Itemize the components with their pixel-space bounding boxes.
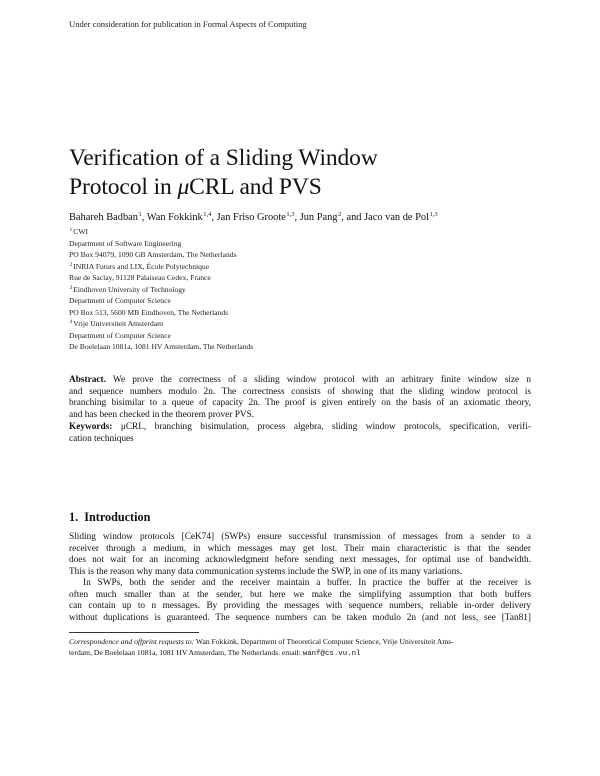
paragraph-line: Sliding window protocols [CeK74] (SWPs) ensure successful transmission of messages from a sender to a <box>69 532 531 542</box>
keywords-label: Keywords: <box>69 422 113 432</box>
abstract <box>69 375 531 421</box>
footnote <box>69 637 531 659</box>
intro-paragraph-1 <box>69 532 531 578</box>
author-separator: , <box>211 212 217 223</box>
affiliation-line <box>69 331 171 340</box>
affiliation-line <box>69 239 181 248</box>
email-link[interactable]: wanf@cs.vu.nl <box>302 649 361 658</box>
abstract-line <box>69 375 531 387</box>
section-heading <box>69 510 150 525</box>
abstract-line: and sequence numbers modulo 2n. The correctness consists of showing that the sliding window protocol is <box>69 386 531 397</box>
running-header: Under consideration for publication in Formal Aspects of Computing <box>69 19 307 29</box>
affiliation-text: INRIA Futurs and LIX, École Polytechnique <box>73 261 210 271</box>
author-affiliation-marker: 1,3 <box>286 211 295 218</box>
affiliation-line <box>69 308 228 317</box>
affiliation-text: CWI <box>73 227 89 236</box>
affiliation-text: Vrije Universiteit Amsterdam <box>73 319 164 328</box>
affiliation-line <box>69 296 171 305</box>
affiliation-text: De Boelelaan 1081a, 1081 HV Amsterdam, The Netherlands <box>69 342 254 351</box>
paragraph-line: does not wait for an incoming acknowledgment before sending next messages, for optimal use of bandwidth. <box>69 555 531 565</box>
author: Jaco van de Pol <box>364 212 429 223</box>
paragraph-line: can contain up to n messages. By providing the messages with sequence numbers, reliable in-order delivery <box>69 601 531 611</box>
affiliation-line <box>69 227 88 236</box>
paper-title-line-1: Verification of a Sliding Window <box>69 145 378 171</box>
paragraph-line: without duplications is guaranteed. The sequence numbers can be taken modulo 2n (and not less, see [Tan81] <box>69 612 531 623</box>
abstract-text: We prove the correctness of a sliding window protocol with an arbitrary finite window size n <box>112 375 531 385</box>
paper-title-line-2 <box>69 174 322 201</box>
abstract-line: and has been checked in the theorem prover PVS. <box>69 409 255 420</box>
affiliation-marker: 4 <box>69 319 73 325</box>
author-list <box>69 212 438 223</box>
abstract-label: Abstract. <box>69 375 106 385</box>
author: Bahareh Badban <box>69 212 138 223</box>
author-affiliation-marker: 1,4 <box>203 211 212 218</box>
footnote-line <box>69 637 531 648</box>
keywords-line: cation techniques <box>69 433 134 444</box>
affiliation-text: Department of Computer Science <box>69 296 171 305</box>
footnote-rule <box>69 632 199 633</box>
title-mu: μ <box>177 174 190 200</box>
affiliation-line <box>69 262 209 271</box>
affiliation-marker: 2 <box>69 261 73 268</box>
author-affiliation-marker: 2 <box>338 211 342 218</box>
paragraph-line: In SWPs, both the sender and the receiver maintain a buffer. In practice the buffer at the receiver is <box>83 578 531 588</box>
author-separator: , <box>294 212 300 223</box>
affiliation-marker: 3 <box>69 284 73 291</box>
affiliation-text: Eindhoven University of Technology <box>73 284 186 294</box>
affiliation-line <box>69 342 253 351</box>
author-affiliation-marker: 1,3 <box>429 211 438 218</box>
abstract-line: branching bisimilar to a queue of capacity 2n. The proof is given entirely on the basis of an axiomatic theory, <box>69 398 531 408</box>
footnote-text: terdam, De Boelelaan 1081a, 1081 HV Amsterdam, The Netherlands. email: <box>69 647 303 657</box>
footnote-text: Wan Fokkink, Department of Theoretical Computer Science, Vrije Universiteit Ams- <box>194 637 454 646</box>
affiliation-text: Department of Computer Science <box>69 330 171 340</box>
affiliation-text: Department of Software Engineering <box>69 238 182 248</box>
affiliation-line <box>69 319 163 328</box>
author-separator: , and <box>341 212 365 223</box>
keywords-line <box>69 422 531 434</box>
paragraph-line: This is the reason why many data communication systems include the SWP, in one of its many variations. <box>69 566 463 577</box>
title-text-post: CRL and PVS <box>189 174 322 200</box>
author: Wan Fokkink <box>146 212 203 223</box>
author: Jun Pang <box>299 212 338 223</box>
title-text-pre: Protocol in <box>69 174 178 200</box>
section-number: 1. <box>69 510 79 524</box>
intro-paragraph-2 <box>69 578 531 624</box>
author-separator: , <box>141 212 147 223</box>
paragraph-line: often much smaller than at the sender, but here we make the simplifying assumption that both buffers <box>69 589 531 600</box>
affiliation-line <box>69 273 211 282</box>
affiliation-text: PO Box 513, 5600 MB Eindhoven, The Netherlands <box>69 307 229 317</box>
author-affiliation-marker: 1 <box>138 211 142 218</box>
footnote-line <box>69 648 531 660</box>
paragraph-line: receiver through a medium, in which messages may get lost. Their main characteristic is that the sender <box>69 543 531 554</box>
section-title: Introduction <box>84 510 151 524</box>
affiliation-line <box>69 250 237 259</box>
footnote-label: Correspondence and offprint requests to: <box>69 637 195 646</box>
keywords <box>69 422 531 445</box>
author: Jan Friso Groote <box>216 212 286 223</box>
affiliation-marker: 1 <box>69 227 73 233</box>
affiliation-line <box>69 285 186 294</box>
affiliation-text: Rue de Saclay, 91128 Palaiseau Cedex, France <box>69 273 211 282</box>
affiliation-text: PO Box 94079, 1090 GB Amsterdam, The Netherlands <box>69 250 237 259</box>
keywords-text: μCRL, branching bisimulation, process algebra, sliding window protocols, specification, verifi- <box>120 422 532 432</box>
